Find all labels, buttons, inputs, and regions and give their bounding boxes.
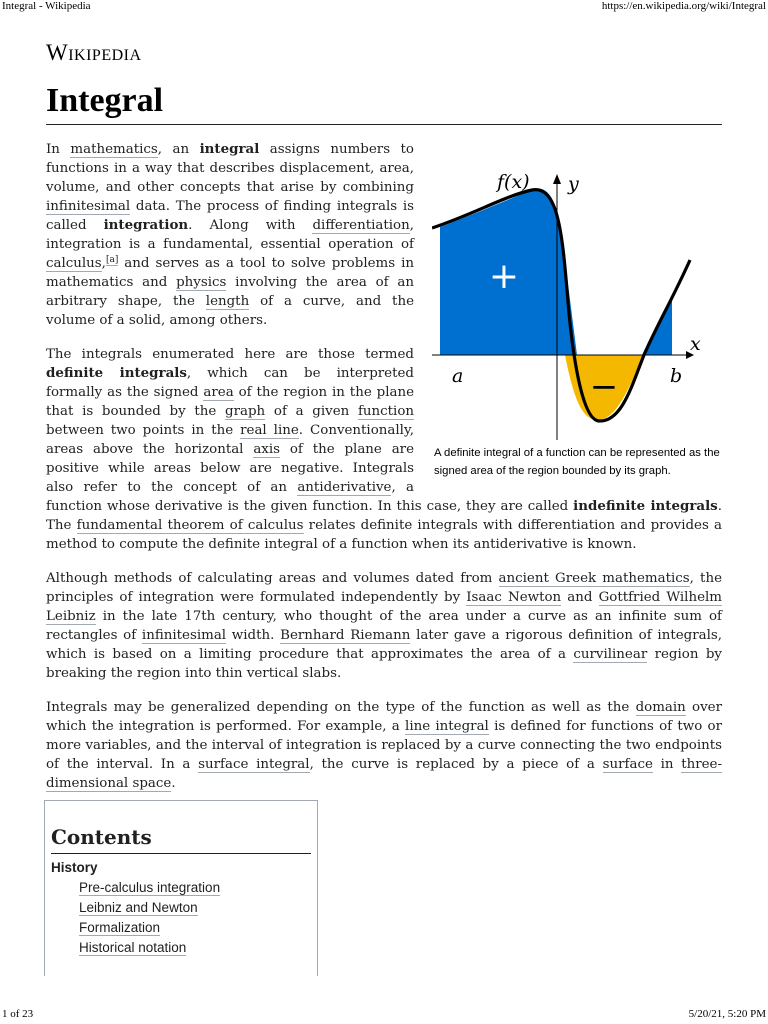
link-fundamental-theorem[interactable]: fundamental theorem of calculus bbox=[76, 518, 304, 533]
text: is defined for functions of two or more variables, and the interval of integration is replaced by a curve connecting the two endpoints of the interval. In a bbox=[46, 719, 722, 772]
page-count: 1 of 23 bbox=[2, 1008, 34, 1020]
link-differentiation[interactable]: differentiation bbox=[312, 218, 410, 233]
text: in bbox=[652, 757, 682, 772]
print-footer bbox=[0, 1008, 768, 1022]
article-body bbox=[46, 140, 722, 808]
link-ancient-greek-mathematics[interactable]: ancient Greek mathematics bbox=[498, 571, 690, 586]
link-leibniz[interactable]: Gottfried Wilhelm Leibniz bbox=[46, 590, 722, 624]
text: later gave a rigorous definition of integrals, which is based on a limiting procedure that approximates the area of a bbox=[46, 628, 722, 662]
text: of the region in the plane that is bounded by the bbox=[46, 385, 415, 419]
wikipedia-logo[interactable]: Wikipedia bbox=[46, 40, 142, 65]
print-header-title: Integral - Wikipedia bbox=[2, 0, 91, 12]
text: , an bbox=[157, 142, 200, 157]
link-mathematics[interactable]: mathematics bbox=[70, 142, 158, 157]
bold-integral: integral bbox=[199, 141, 260, 157]
toc-section-history[interactable]: History bbox=[51, 860, 98, 875]
text: involving the area of an arbitrary shape, the bbox=[46, 275, 414, 309]
toc-item[interactable] bbox=[79, 898, 311, 918]
link-calculus[interactable]: calculus bbox=[46, 256, 102, 271]
text: , a function whose derivative is the given function. In this case, they are called bbox=[46, 480, 574, 514]
page-title: Integral bbox=[46, 78, 722, 125]
text: , the curve is replaced by a piece of a bbox=[309, 757, 603, 772]
text: assigns numbers to functions in a way that describes displacement, area, volume, and other concepts that arise by combining bbox=[46, 142, 414, 195]
text: in the late 17th century, who thought of the area under a curve as an infinite sum of rectangles of bbox=[46, 609, 722, 643]
footnote-a[interactable]: [a] bbox=[105, 254, 119, 265]
text: Although methods of calculating areas and volumes dated from bbox=[46, 571, 499, 586]
integral-figure bbox=[432, 140, 722, 480]
text: of the plane are positive while areas below are negative. Integrals also refer to the concept of an bbox=[46, 442, 415, 495]
bold-integration: integration bbox=[103, 217, 189, 233]
link-area[interactable]: area bbox=[203, 385, 234, 400]
link-surface[interactable]: surface bbox=[602, 757, 653, 772]
plus-sign: + bbox=[488, 256, 520, 297]
toc-title: Contents bbox=[51, 825, 311, 854]
link-axis[interactable]: axis bbox=[253, 442, 281, 457]
link-antiderivative[interactable]: antiderivative bbox=[297, 480, 392, 495]
text: Integrals may be generalized depending on the type of the function as well as the bbox=[46, 700, 636, 715]
text: relates definite integrals with differentiation and provides a method to compute the definite integral of a function when its antiderivative is known. bbox=[46, 518, 722, 552]
text: between two points in the bbox=[46, 423, 241, 438]
text: . The bbox=[46, 499, 722, 533]
intro-paragraph-4 bbox=[46, 698, 722, 793]
toc-item-label: Leibniz and Newton bbox=[79, 900, 198, 915]
link-infinitesimal[interactable]: infinitesimal bbox=[46, 199, 131, 214]
text: of a given bbox=[265, 404, 358, 419]
text: over which the integration is performed. For example, a bbox=[46, 700, 722, 734]
bold-indefinite-integrals: indefinite integrals bbox=[573, 498, 718, 514]
intro-paragraph-3 bbox=[46, 569, 722, 683]
toc-item-label: Pre-calculus integration bbox=[79, 880, 221, 895]
y-axis-arrow bbox=[553, 174, 561, 184]
toc-item[interactable] bbox=[79, 878, 311, 898]
bold-definite-integrals: definite integrals bbox=[46, 365, 187, 381]
text: . Conventionally, areas above the horizontal bbox=[46, 423, 414, 457]
b-label: b bbox=[670, 365, 683, 387]
link-surface-integral[interactable]: surface integral bbox=[198, 757, 310, 772]
link-isaac-newton[interactable]: Isaac Newton bbox=[466, 590, 562, 605]
toc-item[interactable] bbox=[79, 938, 311, 958]
link-curvilinear[interactable]: curvilinear bbox=[573, 647, 648, 662]
link-line-integral[interactable]: line integral bbox=[405, 719, 489, 734]
toc-item[interactable] bbox=[79, 918, 311, 938]
link-three-dimensional-space[interactable]: three-dimensional space bbox=[46, 757, 722, 791]
link-physics[interactable]: physics bbox=[176, 275, 227, 290]
text: width. bbox=[226, 628, 281, 643]
text: and serves as a tool to solve problems in mathematics and bbox=[46, 256, 414, 290]
text: , bbox=[101, 256, 106, 271]
y-label: y bbox=[568, 173, 579, 195]
minus-sign: − bbox=[589, 367, 619, 407]
text: . bbox=[171, 776, 176, 791]
a-label: a bbox=[452, 365, 464, 387]
link-real-line[interactable]: real line bbox=[240, 423, 299, 438]
text: region by breaking the region into thin vertical slabs. bbox=[46, 647, 722, 681]
print-header bbox=[0, 0, 768, 14]
toc-item-label: Formalization bbox=[79, 920, 161, 935]
print-header-url[interactable]: https://en.wikipedia.org/wiki/Integral bbox=[601, 0, 766, 12]
text: , the principles of integration were formulated independently by bbox=[46, 571, 722, 605]
link-length[interactable]: length bbox=[205, 294, 250, 309]
text: and bbox=[561, 590, 599, 605]
x-label: x bbox=[690, 333, 701, 355]
text: . Along with bbox=[188, 218, 313, 233]
toc-item-label: Historical notation bbox=[79, 940, 187, 955]
link-graph[interactable]: graph bbox=[225, 404, 266, 419]
text: , integration is a fundamental, essential operation of bbox=[46, 218, 414, 252]
fx-label: f(x) bbox=[497, 171, 530, 193]
text: The integrals enumerated here are those termed bbox=[46, 347, 414, 362]
link-function[interactable]: function bbox=[357, 404, 415, 419]
text: data. The process of finding integrals is called bbox=[46, 199, 414, 233]
text: , which can be interpreted formally as the signed bbox=[46, 366, 414, 400]
text: In bbox=[46, 142, 71, 157]
figure-caption: A definite integral of a function can be represented as the signed area of the region bounded by its graph. bbox=[434, 447, 720, 477]
link-infinitesimal-2[interactable]: infinitesimal bbox=[141, 628, 227, 643]
link-domain[interactable]: domain bbox=[635, 700, 686, 715]
link-riemann[interactable]: Bernhard Riemann bbox=[280, 628, 411, 643]
integral-diagram bbox=[432, 140, 722, 440]
text: of a curve, and the volume of a solid, among others. bbox=[46, 294, 414, 328]
print-datetime: 5/20/21, 5:20 PM bbox=[688, 1008, 766, 1020]
table-of-contents bbox=[44, 800, 318, 976]
